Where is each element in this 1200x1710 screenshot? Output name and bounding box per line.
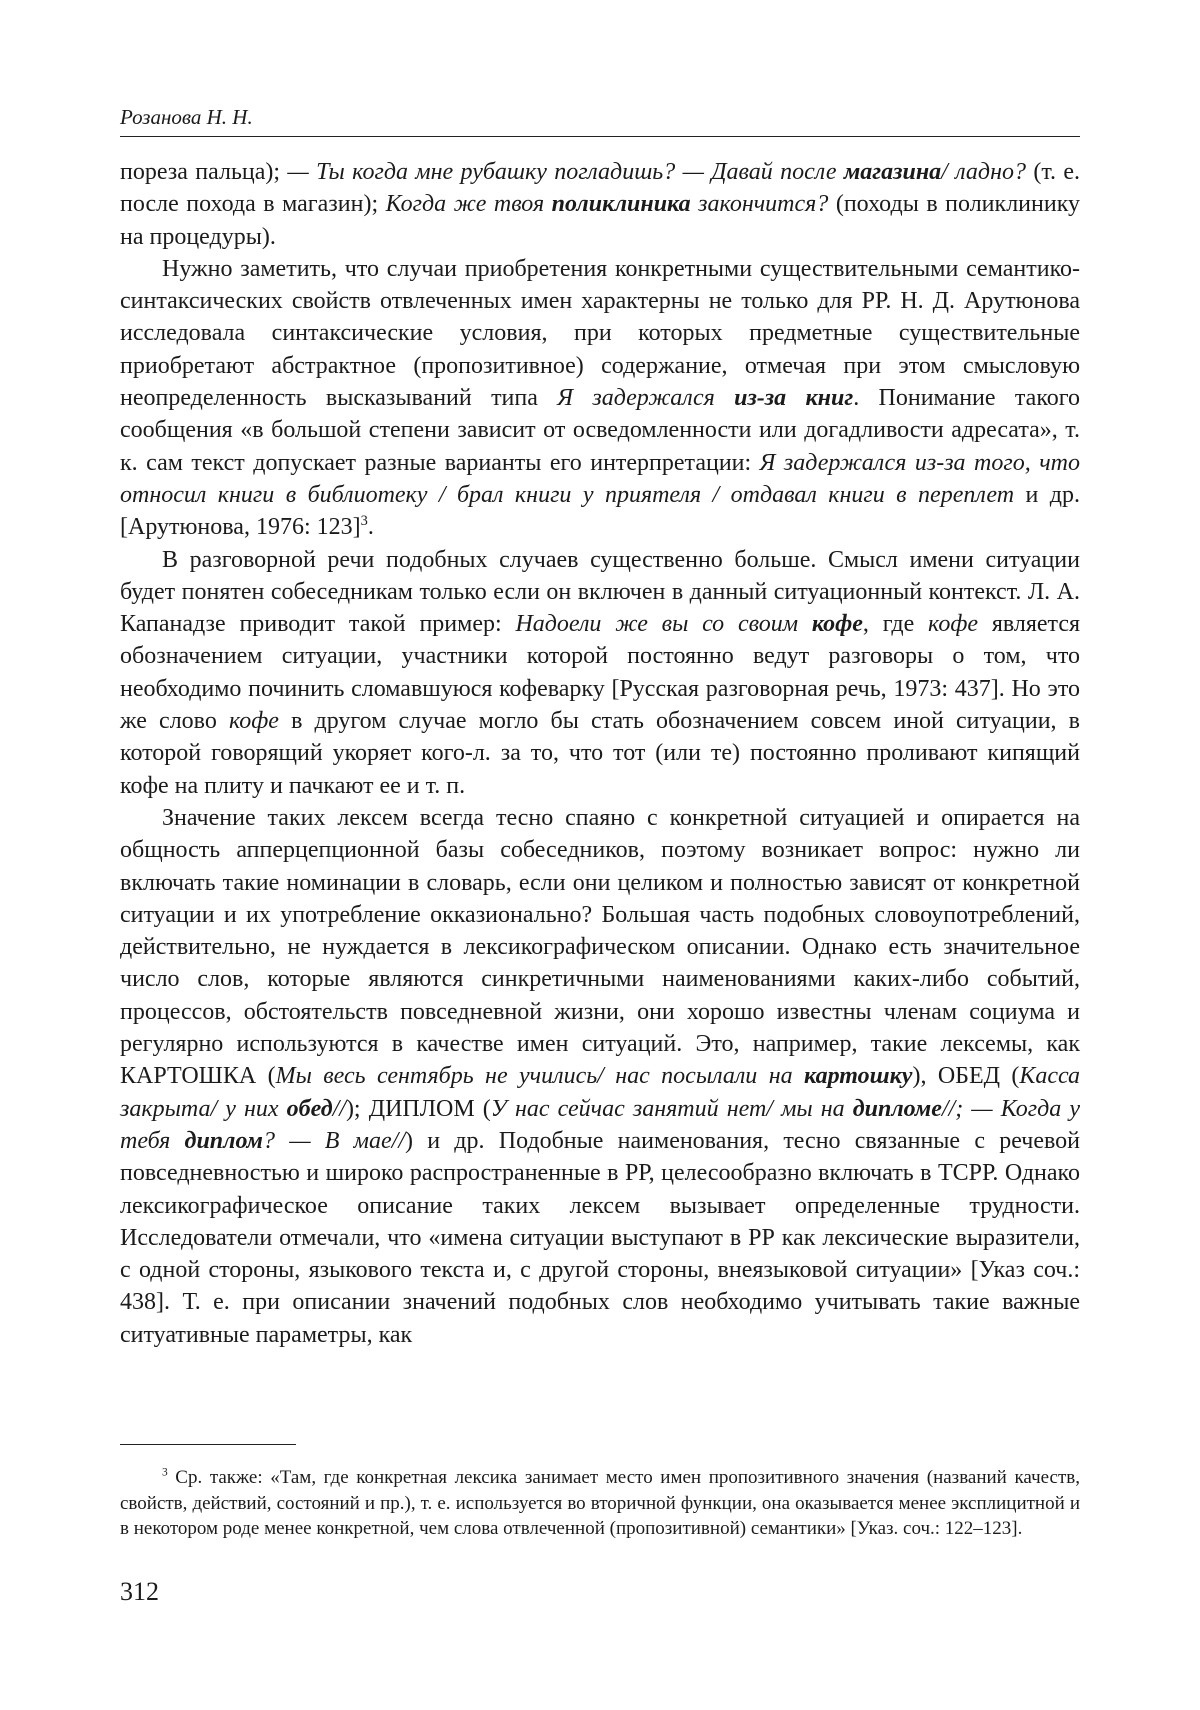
example-span: Когда же твоя — [385, 191, 552, 218]
running-head: Розанова Н. Н. — [120, 105, 253, 129]
text-span: пореза пальца); — [120, 159, 288, 185]
footnote-text — [120, 1465, 1080, 1542]
text-span: (походы в поликлинику на процедуры). — [120, 191, 1081, 250]
text-span: Значение таких лексем всегда тесно спаяно с конкретной ситуацией и опирается на общность апперцепционной базы собеседников, поэтому возникает вопрос: нужно ли включать такие номинации в словарь, если они целиком и полностью зависят от конкретной ситуации и их употребление окказионально? Большая часть подобных словоупотреблений, действительно, не нуждается в лексикографическом описании. Однако есть значительное число слов, которые являются синкретичными наименованиями каких-либо событий, процессов, обстоятельств повседневной жизни, они хорошо известны членам социума и регулярно используются в качестве имен ситуаций. Это, например, такие лексемы, как КАРТОШКА ( — [120, 804, 1080, 1090]
example-span: У нас сейчас занятий нет/ мы на — [490, 1095, 853, 1122]
example-span: кофе — [228, 708, 279, 735]
paragraph-1 — [120, 156, 1080, 253]
example-span: кофе — [928, 611, 979, 638]
footnote-ref[interactable]: 3 — [360, 513, 368, 530]
text-span: ), ОБЕД ( — [912, 1063, 1020, 1090]
emphasis-span: дипломе — [852, 1095, 942, 1122]
paragraph-3 — [120, 544, 1080, 802]
text-span: . Понимание такого сообщения «в большой степени зависит от осведомленности или догадливости адресата», т. к. сам текст допускает разные варианты его интерпретации: — [120, 385, 1081, 476]
body-text — [120, 156, 1080, 1351]
text-span: Нужно заметить, что случаи приобретения конкретными существительными семантико-синтаксических свойств отвлеченных имен характерны не только для РР. Н. Д. Арутюнова исследовала синтаксические условия, при которых предметные существительные приобретают абстрактное (пропозитивное) содержание, отмечая при этом смысловую неопределенность высказываний типа — [120, 255, 1080, 412]
emphasis-span: обед — [286, 1095, 333, 1122]
text-span: является обозначением ситуации, участники которой постоянно ведут разговоры о том, что необходимо починить сломавшуюся кофеварку [Русская разговорная речь, 1973: 437]. Но это же слово — [120, 611, 1081, 735]
text-span: ); ДИПЛОМ ( — [345, 1095, 491, 1122]
example-span: // — [332, 1095, 346, 1122]
page-number: 312 — [120, 1577, 159, 1606]
emphasis-span: из-за книг — [734, 385, 854, 412]
footnote-body: Ср. также: «Там, где конкретная лексика занимает место имен пропозитивного значения (названий качеств, свойств, действий, состояний и пр.), т. е. используется во вторичной функции, она оказывается менее эксплицитной и в некотором роде менее конкретной, чем слова отвлеченной (пропозитивной) семантики» [Указ. соч.: 122–123]. — [120, 1467, 1080, 1540]
footnote-marker: 3 — [162, 1466, 168, 1479]
example-span: Я задержался — [557, 385, 735, 412]
footnote-rule — [120, 1444, 296, 1445]
text-span: (т. е. после похода в магазин); — [120, 159, 1080, 218]
example-span: закончится? — [690, 191, 829, 218]
text-span: и др. [Арутюнова, 1976: 123] — [120, 481, 1080, 541]
example-span: Я задержался из-за того, что относил книги в библиотеку / брал книги у приятеля / отдавал книги в переплет — [120, 449, 1080, 508]
paragraph-2 — [120, 253, 1080, 544]
emphasis-span: диплом — [184, 1127, 263, 1154]
example-span: — Ты когда мне рубашку погладишь? — Давай после — [287, 159, 844, 185]
example-span: / ладно? — [941, 159, 1026, 185]
text-span: в другом случае могло бы стать обозначением совсем иной ситуации, в которой говорящий укоряет кого-л. за то, что тот (или те) постоянно проливают кипящий кофе на плиту и пачкают ее и т. п. — [120, 708, 1080, 799]
text-span: , где — [862, 611, 929, 638]
footnote — [120, 1465, 1080, 1542]
text-span: В разговорной речи подобных случаев существенно больше. Смысл имени ситуации будет понятен собеседникам только если он включен в данный ситуационный контекст. Л. А. Капанадзе приводит такой пример: — [120, 546, 1080, 638]
header-rule — [120, 136, 1080, 137]
emphasis-span: поликлиника — [551, 191, 691, 218]
text-span: . — [367, 514, 374, 541]
example-span: Касса закрыта/ у них — [120, 1063, 1081, 1122]
paragraph-4 — [120, 802, 1080, 1351]
example-span: Мы весь сентябрь не учились/ нас посылали на — [275, 1063, 805, 1090]
emphasis-span: кофе — [811, 611, 863, 638]
text-span: ) и др. Подобные наименования, тесно связанные с речевой повседневностью и широко распространенные в РР, целесообразно включать в ТСРР. Однако лексикографическое описание таких лексем вызывает определенные трудности. Исследователи отмечали, что «имена ситуации выступают в РР как лексические выразители, с одной стороны, языкового текста и, с другой стороны, внеязыковой ситуации» [Указ соч.: 438]. Т. е. при описании значений подобных слов необходимо учитывать такие важные ситуативные параметры, как — [120, 1127, 1080, 1348]
example-span: Надоели же вы со своим — [515, 611, 812, 638]
example-span: ? — В мае// — [262, 1127, 405, 1154]
emphasis-span: магазина — [843, 159, 942, 185]
emphasis-span: картошку — [804, 1063, 913, 1090]
example-span: //; — Когда у тебя — [120, 1095, 1081, 1154]
